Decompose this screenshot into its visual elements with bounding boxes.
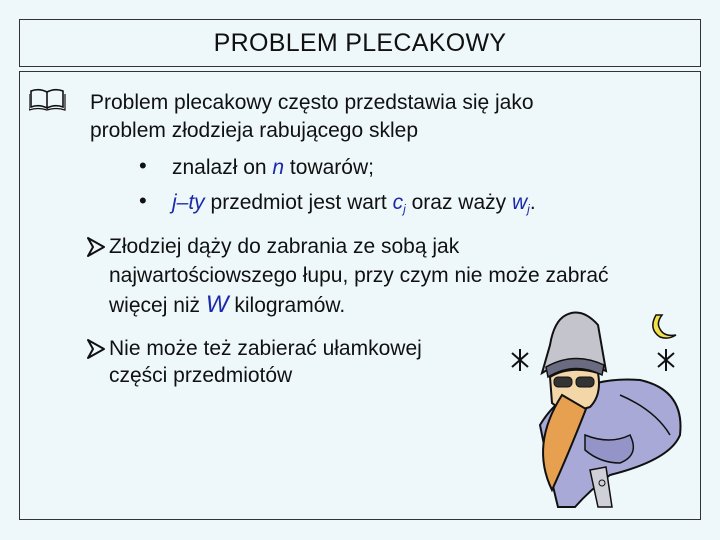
bullet-2-mid2: oraz waży bbox=[405, 191, 512, 214]
point-1-line-3-post: kilogramów. bbox=[228, 294, 346, 317]
moon-icon bbox=[653, 315, 676, 338]
star-icon bbox=[512, 349, 528, 371]
star-icon bbox=[658, 349, 674, 371]
point-1-line-3 bbox=[109, 291, 345, 319]
point-2-line-2: części przedmiotów bbox=[109, 364, 293, 387]
bullet-2-mid: przedmiot jest wart bbox=[204, 191, 393, 214]
intro-line-1: Problem plecakowy często przedstawia się jako bbox=[90, 91, 534, 114]
point-1-line-3-pre: więcej niż bbox=[109, 294, 206, 317]
point-1-line-1: Złodziej dąży do zabrania ze sobą jak bbox=[109, 235, 460, 258]
slide-title-text: PROBLEM PLECAKOWY bbox=[213, 28, 507, 57]
bullet-2-c-sub: j bbox=[403, 202, 406, 216]
arrow-bullet-icon bbox=[86, 338, 106, 360]
bullet-2 bbox=[172, 191, 536, 216]
intro-line-2: problem złodzieja rabującego sklep bbox=[90, 119, 419, 142]
bullet-dot: • bbox=[139, 153, 147, 178]
bullet-2-w-sub: j bbox=[527, 202, 530, 216]
point-1-var-W: W bbox=[205, 291, 229, 318]
bullet-2-var: j–ty bbox=[172, 191, 205, 214]
bullet-2-end: . bbox=[529, 191, 536, 214]
bullet-dot: • bbox=[139, 188, 147, 213]
open-book-icon bbox=[29, 87, 73, 111]
bullet-1-var: n bbox=[272, 156, 285, 179]
bullet-1-post: towarów; bbox=[284, 156, 374, 179]
bullet-1 bbox=[172, 156, 374, 180]
bullet-1-pre: znalazł on bbox=[172, 156, 273, 179]
point-2-line-1: Nie może też zabierać ułamkowej bbox=[109, 337, 422, 360]
slide-title bbox=[19, 19, 701, 67]
arrow-bullet-icon bbox=[86, 236, 106, 258]
point-1-line-2: najwartościowszego łupu, przy czym nie może zabrać bbox=[109, 264, 609, 287]
bullet-2-w: w bbox=[511, 191, 528, 214]
thief-clipart bbox=[470, 285, 700, 510]
bullet-2-c: c bbox=[392, 191, 404, 214]
